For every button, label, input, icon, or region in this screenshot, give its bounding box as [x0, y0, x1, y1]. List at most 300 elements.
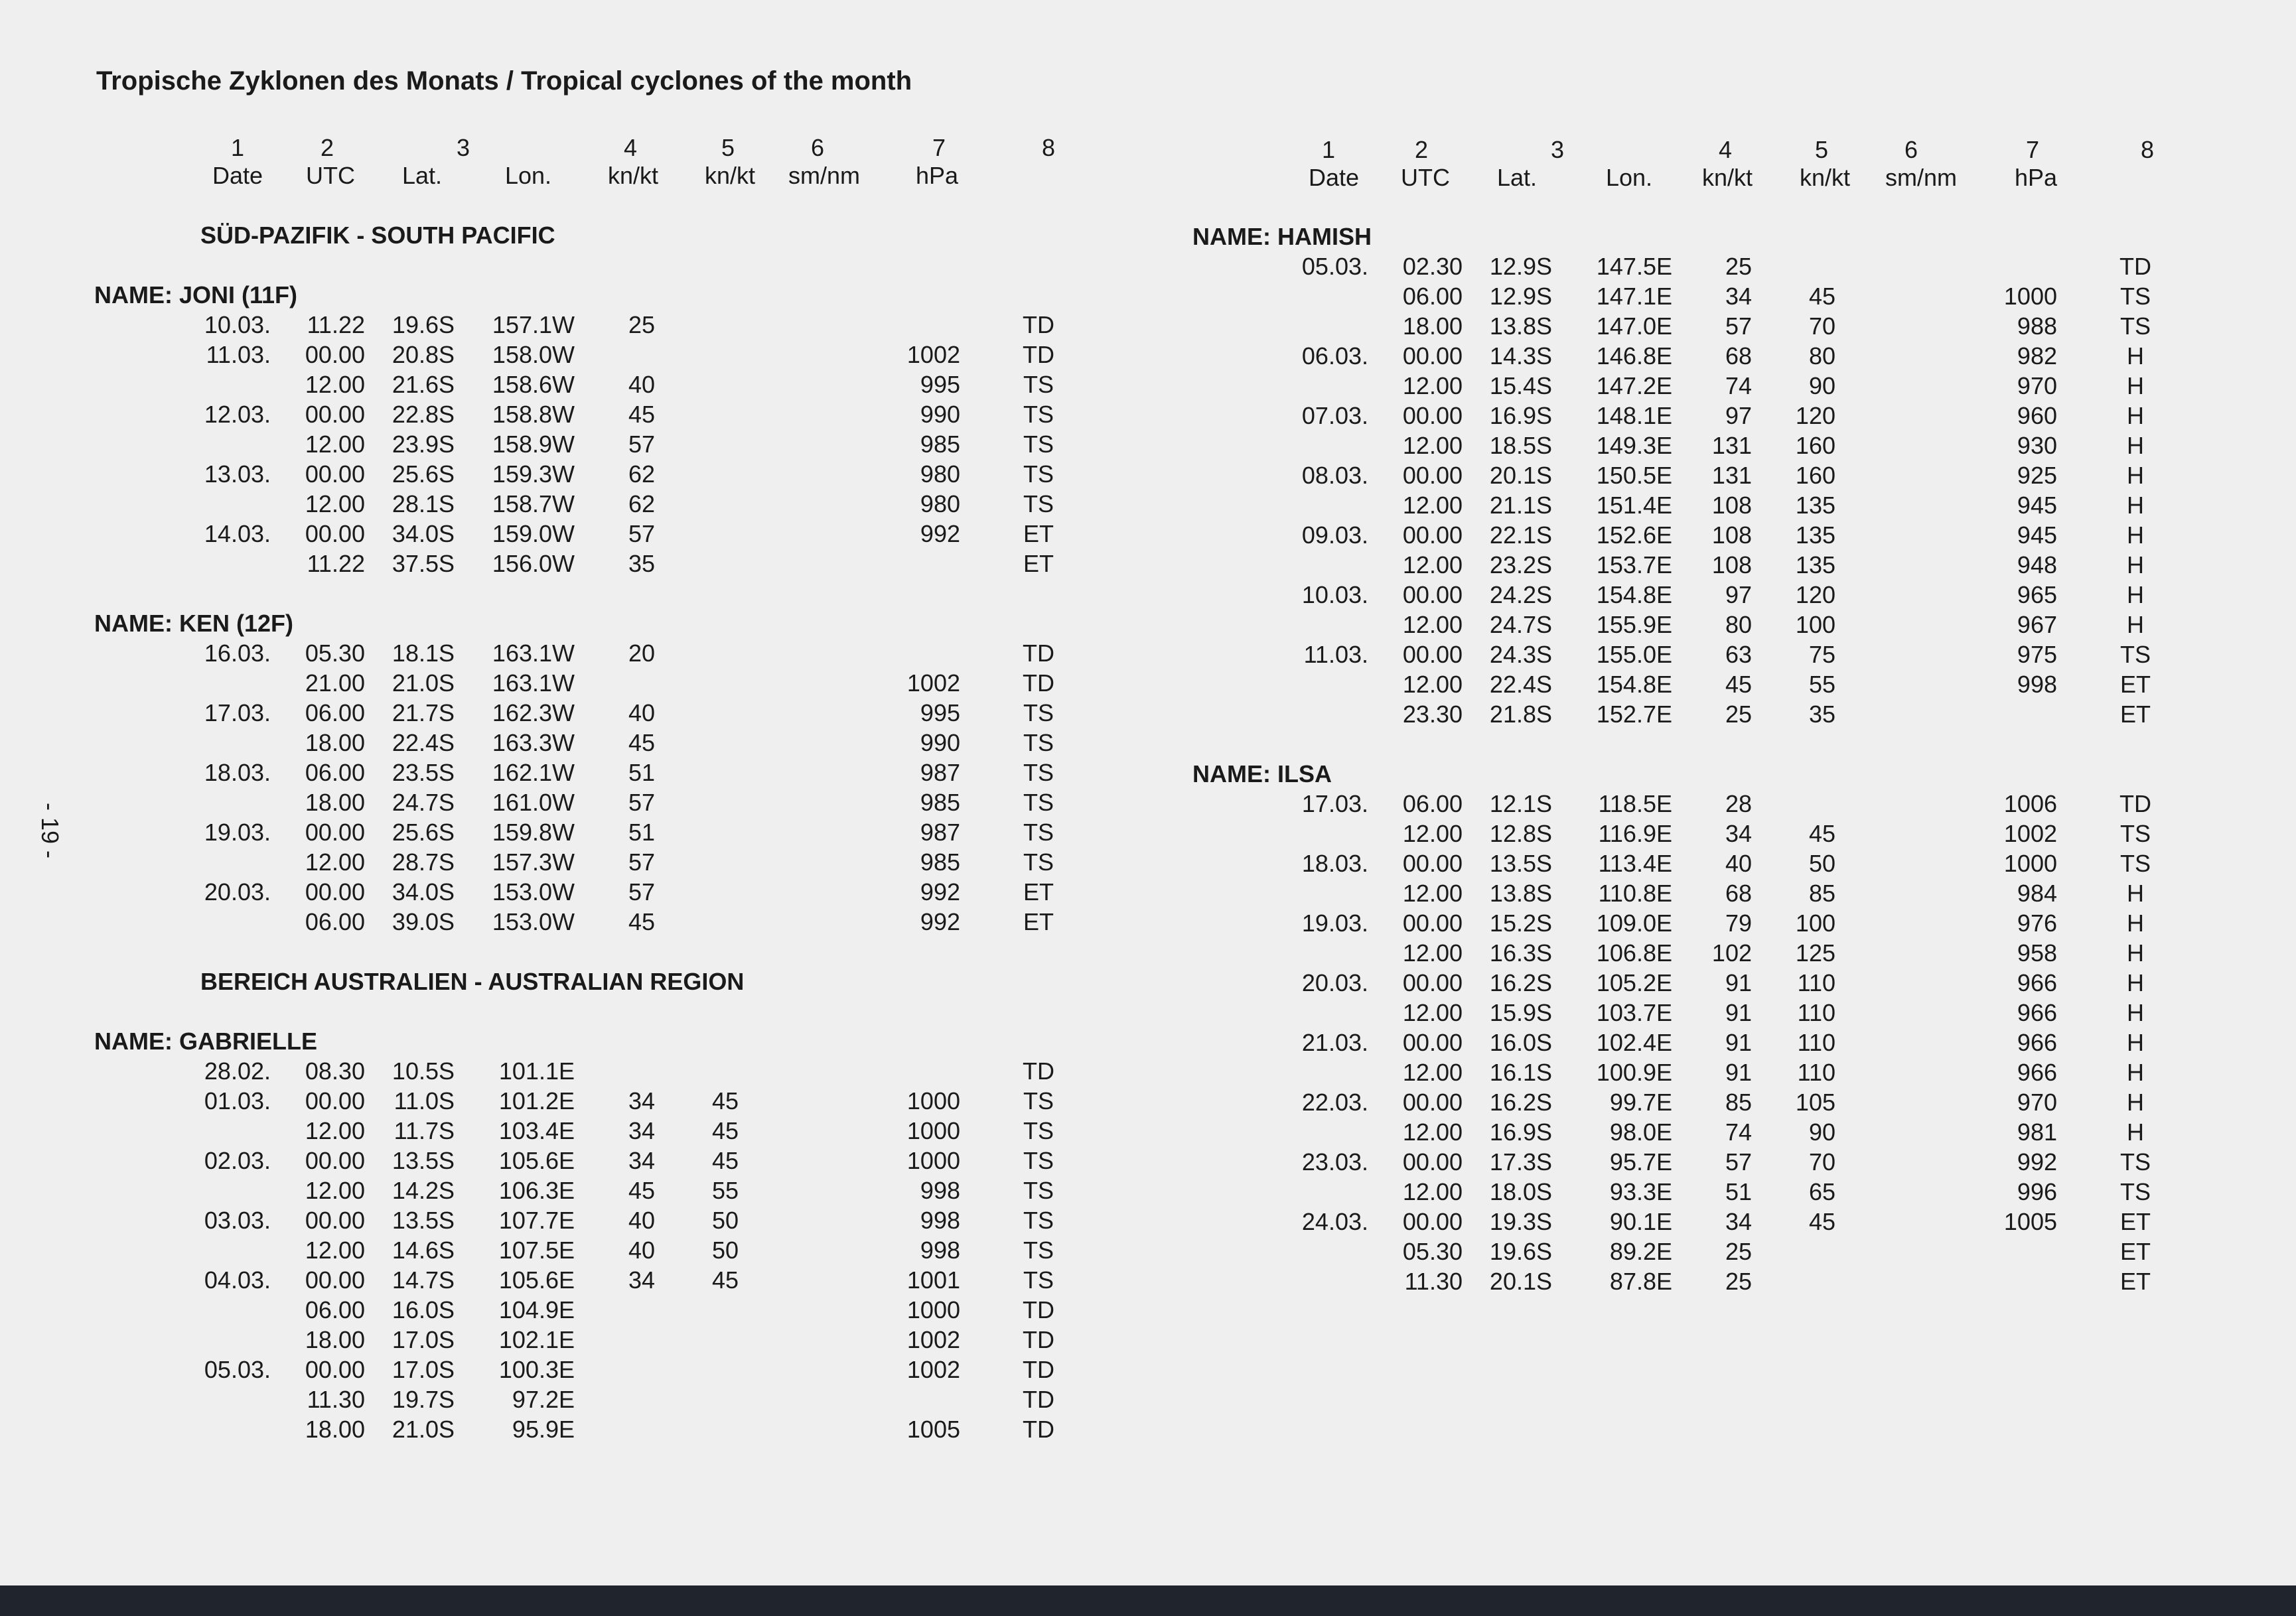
pressure-cell: 980 — [920, 490, 960, 517]
wind-kt-cell: 97 — [1725, 581, 1752, 608]
wind-kt-cell: 57 — [628, 878, 655, 906]
utc-cell: 12.00 — [305, 490, 365, 517]
lat-cell: 25.6S — [392, 460, 455, 488]
lon-cell: 157.3W — [492, 848, 575, 876]
gust-kt-cell: 45 — [1808, 820, 1835, 847]
lat-cell: 23.9S — [392, 431, 455, 458]
utc-cell: 18.00 — [305, 729, 365, 756]
wind-kt-cell: 91 — [1725, 999, 1752, 1026]
gust-kt-cell: 120 — [1795, 402, 1835, 429]
pressure-cell: 985 — [920, 789, 960, 816]
wind-kt-cell: 34 — [628, 1117, 655, 1144]
utc-cell: 00.00 — [1402, 521, 1463, 549]
pressure-cell: 960 — [2017, 402, 2057, 429]
type-cell: H — [2127, 551, 2144, 578]
wind-kt-cell: 34 — [628, 1147, 655, 1174]
lat-cell: 16.2S — [1489, 969, 1552, 996]
column-label: kn/kt — [704, 162, 756, 189]
type-cell: TS — [2119, 312, 2151, 340]
utc-cell: 00.00 — [1402, 402, 1463, 429]
utc-cell: 05.30 — [305, 640, 365, 667]
gust-kt-cell: 50 — [711, 1207, 739, 1234]
type-cell: H — [2127, 969, 2144, 996]
column-label: hPa — [2014, 164, 2058, 191]
type-cell: TS — [1023, 460, 1054, 488]
pressure-cell: 966 — [2017, 999, 2057, 1026]
wind-kt-cell: 102 — [1711, 939, 1752, 967]
pressure-cell: 998 — [920, 1177, 960, 1204]
pressure-cell: 981 — [2017, 1118, 2057, 1146]
date-cell: 10.03. — [204, 311, 271, 338]
type-cell: H — [2127, 611, 2144, 638]
lon-cell: 107.5E — [498, 1237, 575, 1264]
lat-cell: 17.0S — [392, 1356, 455, 1383]
lat-cell: 12.9S — [1489, 283, 1552, 310]
date-cell: 17.03. — [204, 699, 271, 726]
pressure-cell: 1002 — [906, 341, 960, 368]
lat-cell: 13.5S — [392, 1207, 455, 1234]
gust-kt-cell: 55 — [711, 1177, 739, 1204]
gust-kt-cell: 85 — [1808, 880, 1835, 907]
lon-cell: 162.1W — [492, 759, 575, 786]
utc-cell: 00.00 — [305, 1266, 365, 1294]
column-label: UTC — [306, 162, 355, 189]
date-cell: 18.03. — [1301, 850, 1368, 877]
wind-kt-cell: 45 — [628, 908, 655, 935]
cyclone-name: NAME: KEN (12F) — [94, 610, 294, 637]
type-cell: TD — [1023, 1296, 1054, 1323]
type-cell: TD — [1023, 311, 1054, 338]
lat-cell: 22.8S — [392, 401, 455, 428]
type-cell: TD — [1023, 640, 1054, 667]
lon-cell: 90.1E — [1609, 1208, 1672, 1235]
wind-kt-cell: 25 — [1725, 253, 1752, 280]
lon-cell: 103.4E — [498, 1117, 575, 1144]
utc-cell: 12.00 — [305, 1117, 365, 1144]
gust-kt-cell: 45 — [711, 1117, 739, 1144]
pressure-cell: 988 — [2017, 312, 2057, 340]
type-cell: TS — [1023, 1147, 1054, 1174]
utc-cell: 00.00 — [1402, 641, 1463, 668]
type-cell: TS — [1023, 1087, 1054, 1114]
wind-kt-cell: 80 — [1725, 611, 1752, 638]
bottom-bar — [0, 1585, 2296, 1616]
wind-kt-cell: 108 — [1711, 551, 1752, 578]
utc-cell: 21.00 — [305, 669, 365, 697]
lat-cell: 19.6S — [1489, 1238, 1552, 1265]
utc-cell: 12.00 — [1402, 939, 1463, 967]
lon-cell: 101.2E — [498, 1087, 575, 1114]
wind-kt-cell: 45 — [628, 401, 655, 428]
date-cell: 12.03. — [204, 401, 271, 428]
utc-cell: 00.00 — [305, 1147, 365, 1174]
lat-cell: 19.6S — [392, 311, 455, 338]
lat-cell: 23.2S — [1489, 551, 1552, 578]
gust-kt-cell: 80 — [1808, 342, 1835, 370]
lon-cell: 107.7E — [498, 1207, 575, 1234]
utc-cell: 11.30 — [1404, 1268, 1463, 1295]
pressure-cell: 945 — [2017, 521, 2057, 549]
type-cell: ET — [2119, 671, 2151, 698]
lat-cell: 16.2S — [1489, 1089, 1552, 1116]
utc-cell: 12.00 — [1402, 880, 1463, 907]
type-cell: TS — [1023, 1207, 1054, 1234]
lat-cell: 21.8S — [1489, 701, 1552, 728]
type-cell: TD — [2119, 253, 2151, 280]
utc-cell: 00.00 — [305, 1207, 365, 1234]
column-number: 7 — [2025, 136, 2040, 163]
utc-cell: 12.00 — [305, 1177, 365, 1204]
lon-cell: 110.8E — [1598, 880, 1672, 907]
region-heading: SÜD-PAZIFIK - SOUTH PACIFIC — [200, 222, 555, 249]
pressure-cell: 1000 — [906, 1117, 960, 1144]
column-label: kn/kt — [1799, 164, 1851, 191]
lon-cell: 150.5E — [1596, 462, 1672, 489]
lon-cell: 102.1E — [498, 1326, 575, 1353]
type-cell: TS — [1023, 1237, 1054, 1264]
wind-kt-cell: 63 — [1725, 641, 1752, 668]
column-number: 7 — [932, 134, 946, 161]
lat-cell: 12.9S — [1489, 253, 1552, 280]
lat-cell: 34.0S — [392, 520, 455, 547]
lon-cell: 152.6E — [1596, 521, 1672, 549]
gust-kt-cell: 75 — [1808, 641, 1835, 668]
wind-kt-cell: 34 — [1725, 283, 1752, 310]
utc-cell: 00.00 — [305, 341, 365, 368]
lat-cell: 28.7S — [392, 848, 455, 876]
type-cell: TS — [1023, 401, 1054, 428]
lat-cell: 21.7S — [392, 699, 455, 726]
gust-kt-cell: 45 — [711, 1147, 739, 1174]
utc-cell: 08.30 — [305, 1057, 365, 1085]
wind-kt-cell: 97 — [1725, 402, 1752, 429]
wind-kt-cell: 108 — [1711, 492, 1752, 519]
pressure-cell: 1006 — [2003, 790, 2057, 817]
type-cell: TS — [2119, 1178, 2151, 1205]
pressure-cell: 958 — [2017, 939, 2057, 967]
column-label: Lat. — [1496, 164, 1538, 191]
utc-cell: 02.30 — [1402, 253, 1463, 280]
type-cell: ET — [1023, 520, 1054, 547]
gust-kt-cell: 160 — [1795, 462, 1835, 489]
lon-cell: 103.7E — [1596, 999, 1672, 1026]
wind-kt-cell: 57 — [628, 848, 655, 876]
type-cell: ET — [2119, 1238, 2151, 1265]
utc-cell: 18.00 — [305, 1416, 365, 1443]
type-cell: H — [2127, 939, 2144, 967]
gust-kt-cell: 45 — [1808, 283, 1835, 310]
wind-kt-cell: 108 — [1711, 521, 1752, 549]
date-cell: 10.03. — [1301, 581, 1368, 608]
lat-cell: 14.6S — [392, 1237, 455, 1264]
type-cell: ET — [2119, 1208, 2151, 1235]
lon-cell: 87.8E — [1609, 1268, 1672, 1295]
pressure-cell: 990 — [920, 729, 960, 756]
gust-kt-cell: 70 — [1808, 312, 1835, 340]
lat-cell: 22.4S — [1489, 671, 1552, 698]
type-cell: TS — [1023, 759, 1054, 786]
utc-cell: 00.00 — [305, 878, 365, 906]
pressure-cell: 996 — [2017, 1178, 2057, 1205]
type-cell: H — [2127, 1059, 2144, 1086]
lon-cell: 106.8E — [1596, 939, 1672, 967]
pressure-cell: 925 — [2017, 462, 2057, 489]
date-cell: 01.03. — [204, 1087, 271, 1114]
date-cell: 24.03. — [1301, 1208, 1368, 1235]
lon-cell: 104.9E — [498, 1296, 575, 1323]
lat-cell: 24.7S — [1489, 611, 1552, 638]
column-label: Lon. — [504, 162, 552, 189]
wind-kt-cell: 28 — [1725, 790, 1752, 817]
wind-kt-cell: 68 — [1725, 342, 1752, 370]
wind-kt-cell: 45 — [628, 1177, 655, 1204]
column-number: 2 — [1414, 136, 1429, 163]
type-cell: H — [2127, 372, 2144, 399]
type-cell: TD — [1023, 669, 1054, 697]
pressure-cell: 967 — [2017, 611, 2057, 638]
type-cell: H — [2127, 402, 2144, 429]
utc-cell: 18.00 — [305, 1326, 365, 1353]
utc-cell: 00.00 — [1402, 1089, 1463, 1116]
lat-cell: 16.9S — [1489, 402, 1552, 429]
utc-cell: 06.00 — [305, 699, 365, 726]
pressure-cell: 945 — [2017, 492, 2057, 519]
pressure-cell: 1005 — [2003, 1208, 2057, 1235]
utc-cell: 00.00 — [305, 1087, 365, 1114]
wind-kt-cell: 57 — [1725, 312, 1752, 340]
gust-kt-cell: 100 — [1795, 909, 1835, 937]
column-label: Lat. — [401, 162, 443, 189]
type-cell: TD — [1023, 1057, 1054, 1085]
pressure-cell: 998 — [920, 1207, 960, 1234]
lat-cell: 23.5S — [392, 759, 455, 786]
pressure-cell: 1002 — [2003, 820, 2057, 847]
date-cell: 04.03. — [204, 1266, 271, 1294]
lat-cell: 11.7S — [394, 1117, 455, 1144]
lon-cell: 152.7E — [1596, 701, 1672, 728]
type-cell: H — [2127, 1089, 2144, 1116]
lon-cell: 159.3W — [492, 460, 575, 488]
type-cell: TS — [1023, 1177, 1054, 1204]
pressure-cell: 970 — [2017, 372, 2057, 399]
type-cell: H — [2127, 521, 2144, 549]
date-cell: 11.03. — [206, 341, 271, 368]
utc-cell: 12.00 — [305, 431, 365, 458]
type-cell: H — [2127, 1118, 2144, 1146]
pressure-cell: 966 — [2017, 969, 2057, 996]
utc-cell: 12.00 — [1402, 1118, 1463, 1146]
lon-cell: 157.1W — [492, 311, 575, 338]
wind-kt-cell: 34 — [1725, 820, 1752, 847]
lon-cell: 159.0W — [492, 520, 575, 547]
utc-cell: 00.00 — [1402, 1148, 1463, 1176]
type-cell: TS — [2119, 641, 2151, 668]
gust-kt-cell: 50 — [711, 1237, 739, 1264]
gust-kt-cell: 120 — [1795, 581, 1835, 608]
column-label: Lon. — [1605, 164, 1653, 191]
column-label: Date — [1308, 164, 1360, 191]
column-number: 5 — [1814, 136, 1829, 163]
pressure-cell: 1000 — [906, 1296, 960, 1323]
wind-kt-cell: 57 — [1725, 1148, 1752, 1176]
type-cell: TS — [2119, 283, 2151, 310]
pressure-cell: 982 — [2017, 342, 2057, 370]
lon-cell: 106.3E — [498, 1177, 575, 1204]
gust-kt-cell: 100 — [1795, 611, 1835, 638]
pressure-cell: 1000 — [906, 1147, 960, 1174]
pressure-cell: 992 — [2017, 1148, 2057, 1176]
lon-cell: 89.2E — [1609, 1238, 1672, 1265]
lon-cell: 116.9E — [1598, 820, 1672, 847]
lon-cell: 158.9W — [492, 431, 575, 458]
pressure-cell: 975 — [2017, 641, 2057, 668]
column-label: sm/nm — [788, 162, 860, 189]
lon-cell: 155.0E — [1596, 641, 1672, 668]
utc-cell: 00.00 — [305, 520, 365, 547]
date-cell: 19.03. — [1301, 909, 1368, 937]
utc-cell: 18.00 — [305, 789, 365, 816]
lat-cell: 20.8S — [392, 341, 455, 368]
cyclone-name: NAME: ILSA — [1192, 760, 1332, 787]
lat-cell: 12.8S — [1489, 820, 1552, 847]
page-number: - 19 - — [36, 803, 64, 859]
date-cell: 13.03. — [204, 460, 271, 488]
wind-kt-cell: 91 — [1725, 1029, 1752, 1056]
lon-cell: 161.0W — [492, 789, 575, 816]
wind-kt-cell: 51 — [628, 759, 655, 786]
type-cell: TD — [1023, 1326, 1054, 1353]
lat-cell: 18.1S — [392, 640, 455, 667]
wind-kt-cell: 79 — [1725, 909, 1752, 937]
type-cell: H — [2127, 880, 2144, 907]
wind-kt-cell: 91 — [1725, 1059, 1752, 1086]
type-cell: H — [2127, 999, 2144, 1026]
lat-cell: 16.3S — [1489, 939, 1552, 967]
lat-cell: 16.0S — [1489, 1029, 1552, 1056]
pressure-cell: 1001 — [906, 1266, 960, 1294]
wind-kt-cell: 45 — [1725, 671, 1752, 698]
pressure-cell: 987 — [920, 759, 960, 786]
wind-kt-cell: 34 — [628, 1087, 655, 1114]
column-label: kn/kt — [1701, 164, 1753, 191]
lat-cell: 20.1S — [1489, 462, 1552, 489]
date-cell: 09.03. — [1301, 521, 1368, 549]
date-cell: 02.03. — [204, 1147, 271, 1174]
pressure-cell: 1005 — [906, 1416, 960, 1443]
lon-cell: 105.6E — [498, 1147, 575, 1174]
utc-cell: 00.00 — [305, 401, 365, 428]
date-cell: 17.03. — [1301, 790, 1368, 817]
wind-kt-cell: 57 — [628, 520, 655, 547]
gust-kt-cell: 135 — [1795, 521, 1835, 549]
date-cell: 05.03. — [1301, 253, 1368, 280]
date-cell: 18.03. — [204, 759, 271, 786]
lat-cell: 11.0S — [394, 1087, 455, 1114]
wind-kt-cell: 85 — [1725, 1089, 1752, 1116]
wind-kt-cell: 25 — [1725, 1238, 1752, 1265]
utc-cell: 23.30 — [1402, 701, 1463, 728]
gust-kt-cell: 135 — [1795, 551, 1835, 578]
lat-cell: 13.8S — [1489, 312, 1552, 340]
lat-cell: 25.6S — [392, 819, 455, 846]
utc-cell: 00.00 — [1402, 1029, 1463, 1056]
lat-cell: 24.2S — [1489, 581, 1552, 608]
cyclone-name: NAME: GABRIELLE — [94, 1028, 317, 1055]
lon-cell: 162.3W — [492, 699, 575, 726]
lon-cell: 153.7E — [1596, 551, 1672, 578]
utc-cell: 12.00 — [1402, 551, 1463, 578]
type-cell: TS — [1023, 490, 1054, 517]
pressure-cell: 987 — [920, 819, 960, 846]
column-number: 8 — [2140, 136, 2155, 163]
utc-cell: 18.00 — [1402, 312, 1463, 340]
pressure-cell: 985 — [920, 431, 960, 458]
pressure-cell: 985 — [920, 848, 960, 876]
gust-kt-cell: 90 — [1808, 372, 1835, 399]
lon-cell: 159.8W — [492, 819, 575, 846]
lon-cell: 95.9E — [512, 1416, 575, 1443]
wind-kt-cell: 34 — [628, 1266, 655, 1294]
utc-cell: 12.00 — [1402, 671, 1463, 698]
pressure-cell: 1000 — [2003, 283, 2057, 310]
type-cell: TD — [1023, 1386, 1054, 1413]
lat-cell: 21.1S — [1489, 492, 1552, 519]
column-label: hPa — [915, 162, 959, 189]
lat-cell: 20.1S — [1489, 1268, 1552, 1295]
lat-cell: 19.3S — [1489, 1208, 1552, 1235]
wind-kt-cell: 25 — [1725, 701, 1752, 728]
lat-cell: 17.0S — [392, 1326, 455, 1353]
gust-kt-cell: 50 — [1808, 850, 1835, 877]
utc-cell: 00.00 — [305, 819, 365, 846]
pressure-cell: 992 — [920, 520, 960, 547]
lat-cell: 15.2S — [1489, 909, 1552, 937]
pressure-cell: 1002 — [906, 1356, 960, 1383]
gust-kt-cell: 65 — [1808, 1178, 1835, 1205]
pressure-cell: 1000 — [906, 1087, 960, 1114]
lon-cell: 105.6E — [498, 1266, 575, 1294]
lat-cell: 28.1S — [392, 490, 455, 517]
wind-kt-cell: 131 — [1711, 462, 1752, 489]
utc-cell: 12.00 — [1402, 372, 1463, 399]
lon-cell: 151.4E — [1596, 492, 1672, 519]
gust-kt-cell: 110 — [1797, 1029, 1835, 1056]
type-cell: TD — [1023, 1356, 1054, 1383]
pressure-cell: 998 — [920, 1237, 960, 1264]
utc-cell: 06.00 — [305, 759, 365, 786]
gust-kt-cell: 70 — [1808, 1148, 1835, 1176]
lat-cell: 12.1S — [1489, 790, 1552, 817]
date-cell: 23.03. — [1301, 1148, 1368, 1176]
pressure-cell: 948 — [2017, 551, 2057, 578]
lat-cell: 15.9S — [1489, 999, 1552, 1026]
lat-cell: 14.7S — [392, 1266, 455, 1294]
lon-cell: 99.7E — [1609, 1089, 1672, 1116]
pressure-cell: 984 — [2017, 880, 2057, 907]
column-number: 6 — [1904, 136, 1918, 163]
date-cell: 11.03. — [1303, 641, 1368, 668]
utc-cell: 12.00 — [305, 848, 365, 876]
wind-kt-cell: 57 — [628, 431, 655, 458]
type-cell: ET — [1023, 878, 1054, 906]
date-cell: 22.03. — [1301, 1089, 1368, 1116]
date-cell: 20.03. — [1301, 969, 1368, 996]
wind-kt-cell: 45 — [628, 729, 655, 756]
wind-kt-cell: 57 — [628, 789, 655, 816]
utc-cell: 00.00 — [1402, 969, 1463, 996]
lat-cell: 13.5S — [392, 1147, 455, 1174]
pressure-cell: 966 — [2017, 1029, 2057, 1056]
